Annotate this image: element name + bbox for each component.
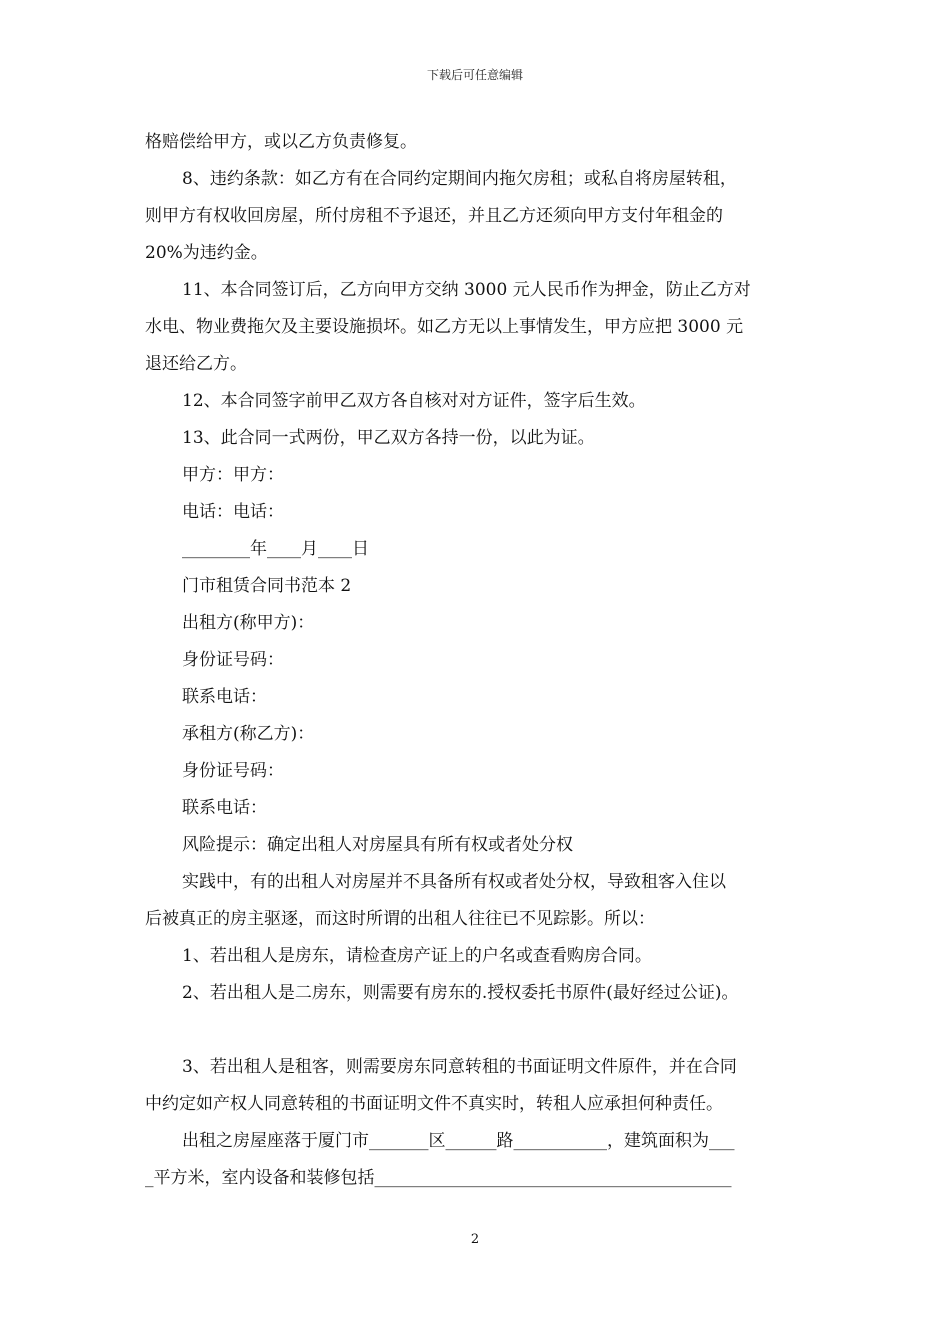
text-line: 实践中，有的出租人对房屋并不具备所有权或者处分权，导致租客入住以 [182,872,726,892]
signature-date-line: ________年____月____日 [182,539,369,559]
text-line: 则甲方有权收回房屋，所付房租不予退还，并且乙方还须向甲方支付年租金的 [145,206,723,226]
document-body [145,124,815,1197]
section-title: 门市租赁合同书范本 2 [182,576,352,596]
text-line: 身份证号码： [182,761,284,781]
page-number: 2 [470,1232,480,1247]
text-line: 承租方(称乙方)： [182,724,315,744]
text-line: 8、违约条款：如乙方有在合同约定期间内拖欠房租；或私自将房屋转租， [182,169,737,189]
text-line: 退还给乙方。 [145,354,247,374]
text-line: 12、本合同签字前甲乙双方各自核对对方证件，签字后生效。 [182,391,646,411]
text-line: _平方米，室内设备和装修包括__________________________________________ [145,1168,732,1188]
text-line: 联系电话： [182,798,267,818]
text-line: 水电、物业费拖欠及主要设施损坏。如乙方无以上事情发生，甲方应把 3000 元 [145,317,744,337]
text-line: 联系电话： [182,687,267,707]
text-line: 出租之房屋座落于厦门市_______区______路___________，建筑面积为___ [182,1131,735,1151]
signature-phone-line: 电话：电话： [182,502,284,522]
text-line: 出租方(称甲方)： [182,613,315,633]
text-line: 11、本合同签订后，乙方向甲方交纳 3000 元人民币作为押金，防止乙方对 [182,280,751,300]
text-line: 3、若出租人是租客，则需要房东同意转租的书面证明文件原件，并在合同 [182,1057,737,1077]
page-header: 下载后可任意编辑 [426,68,523,82]
text-line: 身份证号码： [182,650,284,670]
risk-note-heading: 风险提示：确定出租人对房屋具有所有权或者处分权 [182,835,573,855]
text-line: 后被真正的房主驱逐，而这时所谓的出租人往往已不见踪影。所以： [145,909,655,929]
signature-party-line: 甲方：甲方： [182,465,284,485]
blank-gap [145,1012,815,1049]
text-line: 格赔偿给甲方，或以乙方负责修复。 [145,132,417,152]
text-line: 2、若出租人是二房东，则需要有房东的.授权委托书原件(最好经过公证)。 [182,983,739,1003]
text-line: 13、此合同一式两份，甲乙双方各持一份，以此为证。 [182,428,595,448]
text-line: 1、若出租人是房东，请检查房产证上的户名或查看购房合同。 [182,946,652,966]
text-line: 中约定如产权人同意转租的书面证明文件不真实时，转租人应承担何种责任。 [145,1094,723,1114]
text-line: 20%为违约金。 [145,243,268,263]
